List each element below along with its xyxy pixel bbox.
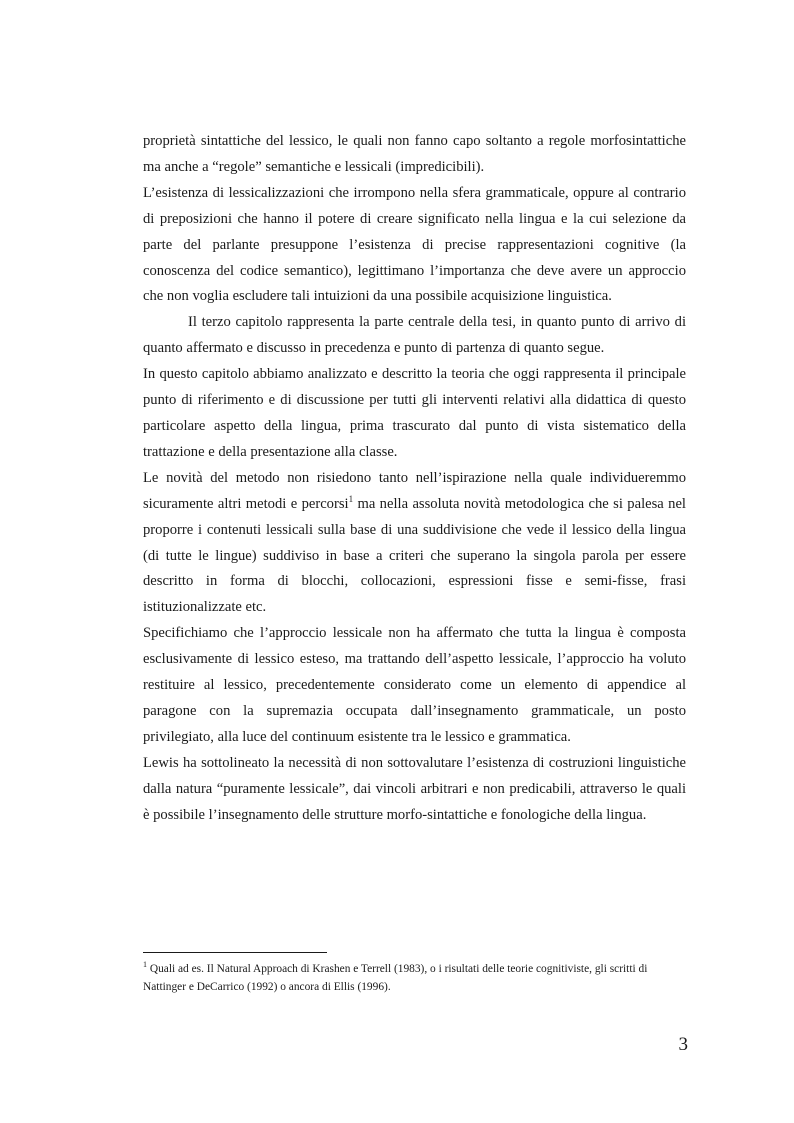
footnote-number: 1 <box>143 960 147 970</box>
paragraph-7: Lewis ha sottolineato la necessità di non sottovalutare l’esistenza di costruzioni linguistiche dalla natura “puramente lessicale”, dai vincoli arbitrari e non predicabili, attraverso le quali è possibile l’insegnamento delle strutture morfo-sintattiche e fonologiche della lingua. <box>143 754 686 823</box>
footnote-reference[interactable]: 1 <box>348 493 354 504</box>
footnote <box>143 960 686 996</box>
paragraph-3: Il terzo capitolo rappresenta la parte centrale della tesi, in quanto punto di arrivo di quanto affermato e discusso in precedenza e punto di partenza di quanto segue. <box>143 314 686 357</box>
body-text <box>143 129 686 828</box>
footnote-separator <box>143 952 327 953</box>
paragraph-5-after: ma nella assoluta novità metodologica che si palesa nel proporre i contenuti lessicali sulla base di una suddivisione che vede il lessico della lingua (di tutte le lingue) suddiviso in base a criteri che superano la singola parola per essere descritto in forma di blocchi, collocazioni, espressioni fisse e semi-fisse, frasi istituzionalizzate etc. <box>143 495 686 616</box>
paragraph-2: L’esistenza di lessicalizzazioni che irrompono nella sfera grammaticale, oppure al contrario di preposizioni che hanno il potere di creare significato nella lingua e la cui selezione da parte del parlante presuppone l’esistenza di precise rappresentazioni cognitive (la conoscenza del codice semantico), legittimano l’importanza che deve avere un approccio che non voglia escludere tali intuizioni da una possibile acquisizione linguistica. <box>143 184 686 305</box>
page-number: 3 <box>678 1034 688 1055</box>
paragraph-5-before: Le novità del metodo non risiedono tanto nell’ispirazione nella quale individueremmo sicuramente altri metodi e percorsi <box>143 469 686 512</box>
paragraph-4: In questo capitolo abbiamo analizzato e descritto la teoria che oggi rappresenta il principale punto di riferimento e di discussione per tutti gli interventi relativi alla didattica di questo particolare aspetto della lingua, prima trascurato dal punto di vista sistematico della trattazione e della presentazione alla classe. <box>143 366 686 460</box>
paragraph-6: Specifichiamo che l’approccio lessicale non ha affermato che tutta la lingua è composta esclusivamente di lessico esteso, ma trattando dell’aspetto lessicale, l’approccio ha voluto restituire al lessico, precedentemente considerato come un elemento di appendice al paragone con la supremazia occupata dall’insegnamento grammaticale, un posto privilegiato, alla luce del continuum esistente tra le lessico e grammatica. <box>143 625 686 745</box>
paragraph-1: proprietà sintattiche del lessico, le quali non fanno capo soltanto a regole morfosintattiche ma anche a “regole” semantiche e lessicali (impredicibili). <box>143 133 686 175</box>
footnote-text: Quali ad es. Il Natural Approach di Krashen e Terrell (1983), o i risultati delle teorie cognitiviste, gli scritti di Nattinger e DeCarrico (1992) o ancora di Ellis (1996). <box>143 963 648 993</box>
paragraph-5 <box>143 466 686 621</box>
